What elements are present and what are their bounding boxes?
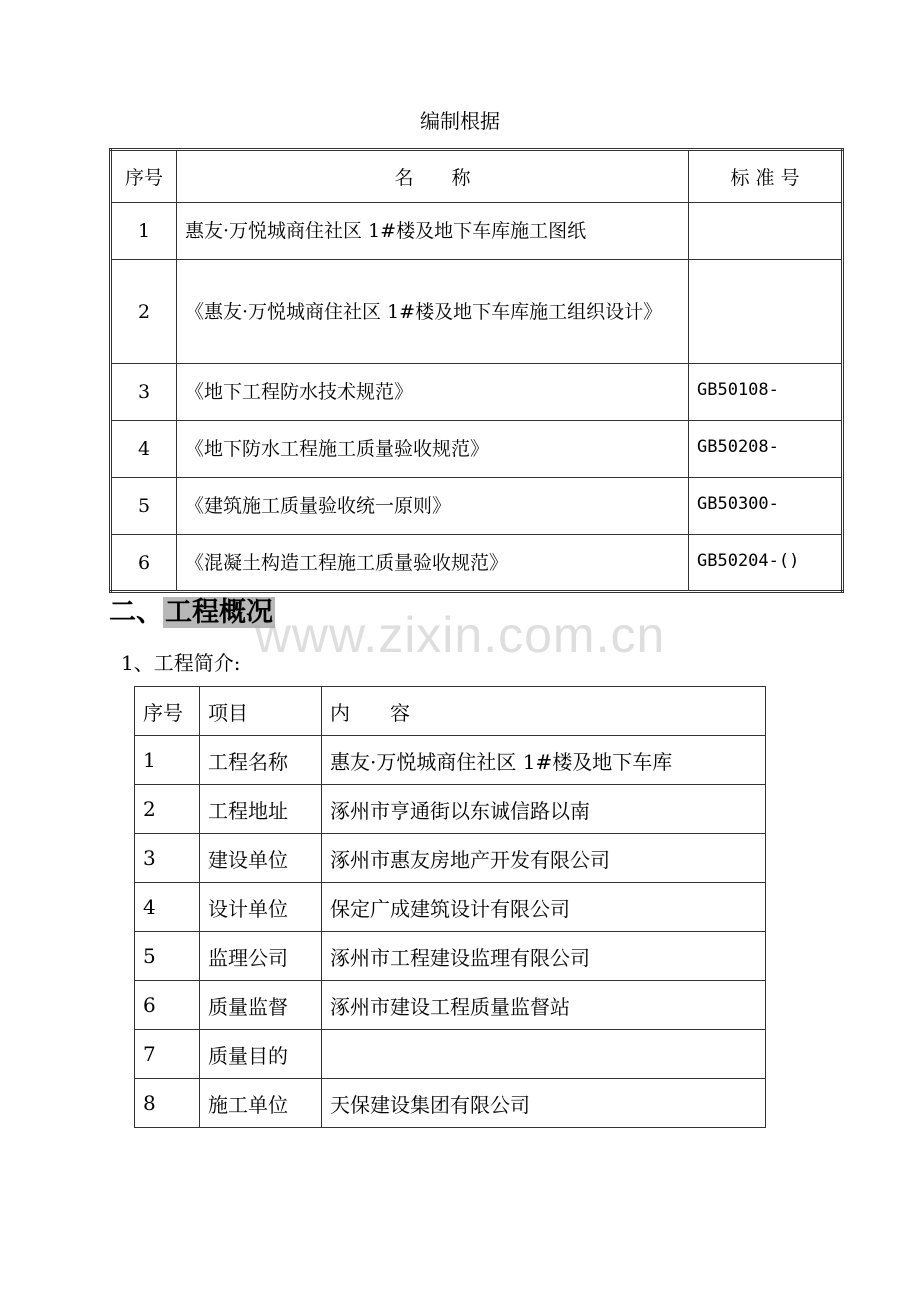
document-name: 《地下防水工程施工质量验收规范》 xyxy=(177,421,689,478)
table-row xyxy=(135,883,766,932)
standard-number: GB50108- xyxy=(689,364,843,421)
basis-caption: 编制根据 xyxy=(420,109,500,133)
table-row xyxy=(111,478,843,535)
document-name: 《地下工程防水技术规范》 xyxy=(177,364,689,421)
item-content: 涿州市工程建设监理有限公司 xyxy=(322,932,766,981)
table-row xyxy=(111,260,843,364)
table-row xyxy=(135,1079,766,1128)
standard-number xyxy=(689,260,843,364)
document-name: 《混凝土构造工程施工质量验收规范》 xyxy=(177,535,689,592)
table-row xyxy=(111,203,843,260)
item-name: 建设单位 xyxy=(200,834,322,883)
row-number: 6 xyxy=(135,981,200,1030)
item-content: 惠友·万悦城商住社区 1#楼及地下车库 xyxy=(322,736,766,785)
row-number: 5 xyxy=(111,478,177,535)
item-content xyxy=(322,1030,766,1079)
row-number: 1 xyxy=(135,736,200,785)
basis-header-std: 标 准 号 xyxy=(689,150,843,203)
item-name: 工程名称 xyxy=(200,736,322,785)
overview-subhead: 1、工程简介: xyxy=(121,651,241,675)
section-prefix: 二、 xyxy=(109,597,163,628)
row-number: 4 xyxy=(135,883,200,932)
item-name: 质量目的 xyxy=(200,1030,322,1079)
section-title xyxy=(109,594,275,632)
section-title-text: 工程概况 xyxy=(165,597,273,628)
item-content: 涿州市惠友房地产开发有限公司 xyxy=(322,834,766,883)
row-number: 3 xyxy=(111,364,177,421)
row-number: 8 xyxy=(135,1079,200,1128)
row-number: 7 xyxy=(135,1030,200,1079)
item-name: 设计单位 xyxy=(200,883,322,932)
table-row xyxy=(111,421,843,478)
table-row xyxy=(135,834,766,883)
standard-number xyxy=(689,203,843,260)
item-content: 保定广成建筑设计有限公司 xyxy=(322,883,766,932)
basis-header-name: 名 称 xyxy=(177,150,689,203)
table-row xyxy=(135,736,766,785)
standard-number: GB50204-() xyxy=(689,535,843,592)
row-number: 1 xyxy=(111,203,177,260)
item-name: 监理公司 xyxy=(200,932,322,981)
item-content: 涿州市建设工程质量监督站 xyxy=(322,981,766,1030)
document-name: 惠友·万悦城商住社区 1#楼及地下车库施工图纸 xyxy=(177,203,689,260)
document-name: 《建筑施工质量验收统一原则》 xyxy=(177,478,689,535)
basis-header-row xyxy=(111,150,843,203)
table-row xyxy=(135,981,766,1030)
watermark: www.zixin.com.cn xyxy=(254,607,666,663)
item-name: 施工单位 xyxy=(200,1079,322,1128)
table-row xyxy=(135,785,766,834)
overview-header-no: 序号 xyxy=(135,687,200,736)
row-number: 5 xyxy=(135,932,200,981)
standard-number: GB50300- xyxy=(689,478,843,535)
overview-table xyxy=(134,686,766,1128)
basis-table xyxy=(109,148,844,593)
item-name: 工程地址 xyxy=(200,785,322,834)
item-content: 涿州市亨通街以东诚信路以南 xyxy=(322,785,766,834)
basis-header-no: 序号 xyxy=(111,150,177,203)
overview-header-row xyxy=(135,687,766,736)
row-number: 4 xyxy=(111,421,177,478)
item-name: 质量监督 xyxy=(200,981,322,1030)
table-row xyxy=(111,535,843,592)
overview-header-content: 内 容 xyxy=(322,687,766,736)
row-number: 6 xyxy=(111,535,177,592)
overview-header-item: 项目 xyxy=(200,687,322,736)
standard-number: GB50208- xyxy=(689,421,843,478)
table-row xyxy=(135,1030,766,1079)
table-row xyxy=(135,932,766,981)
row-number: 3 xyxy=(135,834,200,883)
item-content: 天保建设集团有限公司 xyxy=(322,1079,766,1128)
document-name: 《惠友·万悦城商住社区 1#楼及地下车库施工组织设计》 xyxy=(177,260,689,364)
row-number: 2 xyxy=(135,785,200,834)
row-number: 2 xyxy=(111,260,177,364)
table-row xyxy=(111,364,843,421)
